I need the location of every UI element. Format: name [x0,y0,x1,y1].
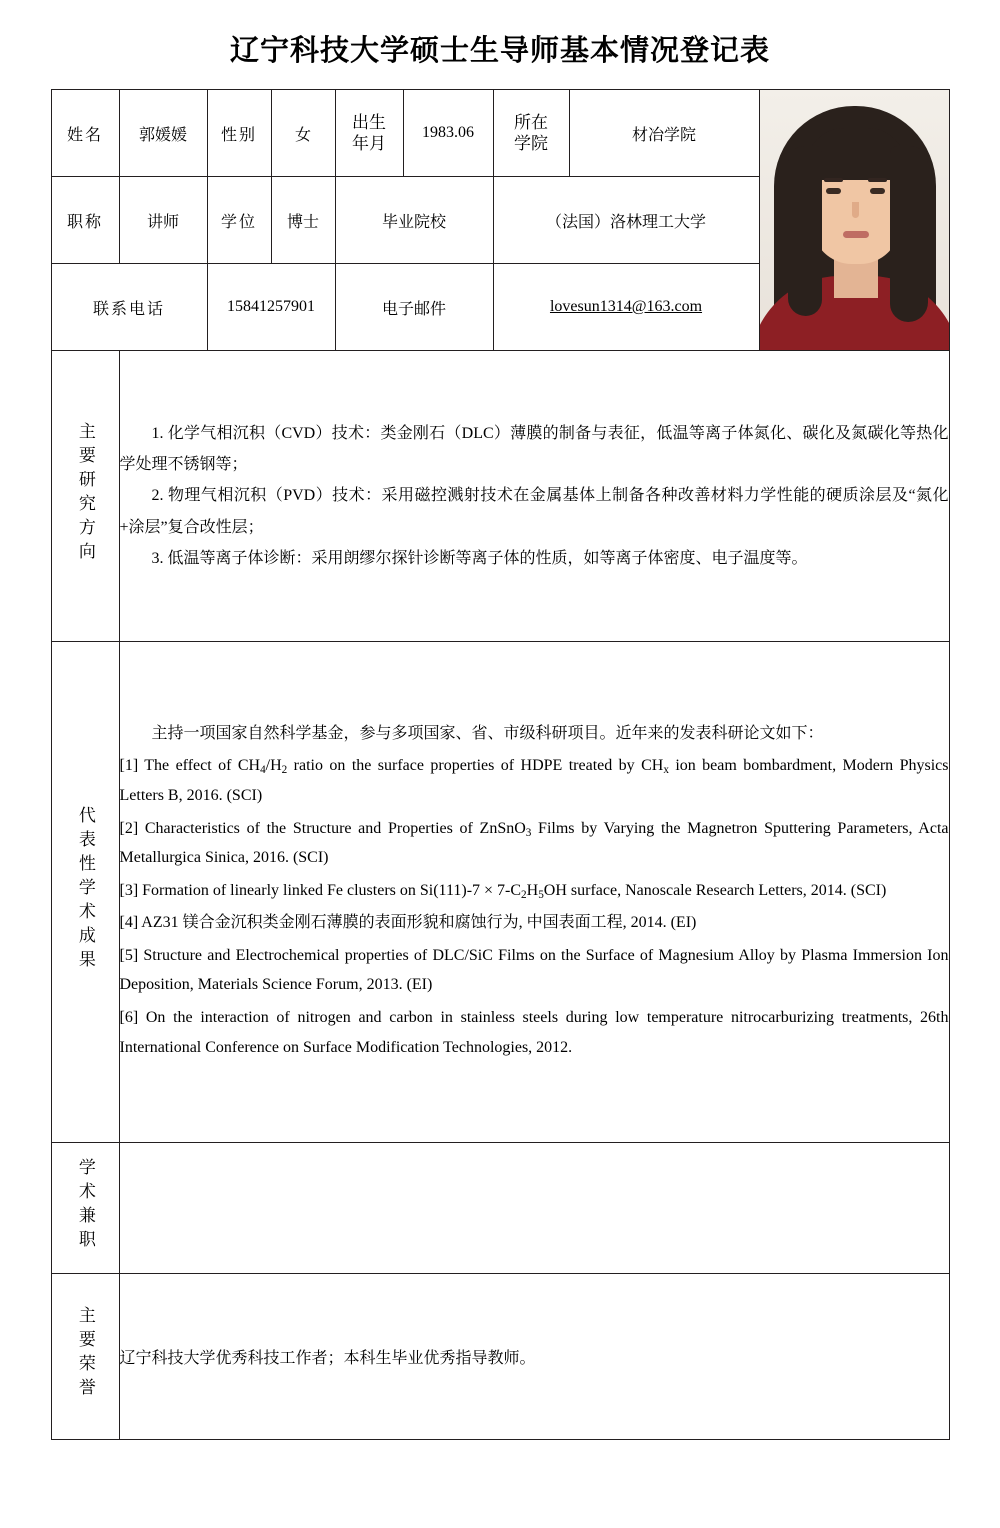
college-label-line1: 所在 [514,112,548,132]
eyebrow-right-shape [868,178,887,182]
publication-item: [4] AZ31 镁合金沉积类金刚石薄膜的表面形貌和腐蚀行为, 中国表面工程, 2014. (EI) [119,914,697,932]
birth-label-line1: 出生 [352,112,386,132]
page-title: 辽宁科技大学硕士生导师基本情况登记表 [229,35,770,67]
hair-right-shape [890,146,928,322]
table-row-academic-positions [51,1143,949,1274]
gender-value: 女 [271,90,335,177]
table-row-honors [51,1274,949,1440]
publication-item: [3] Formation of linearly linked Fe clusters on $Si(111)-7 \times 7-C_2H_5OH$ surface, Nanoscale Research Letters, 2014. (SCI) [119,881,887,901]
gender-label: 性别 [207,90,271,177]
achievements-intro: 主持一项国家自然科学基金，参与多项国家、省、市级科研项目。近年来的发表科研论文如下： [151,724,824,742]
degree-label: 学位 [207,177,271,264]
nose-shape [852,202,859,218]
table-row-basic-1 [51,90,949,177]
registration-form-table [51,89,950,1440]
table-row-research [51,351,949,642]
phone-value: 15841257901 [207,264,335,351]
research-item-1: 1. 化学气相沉积（CVD）技术：类金刚石（DLC）薄膜的制备与表征，低温等离子体氮化、碳化及氮碳化等热化学处理不锈钢等； [119,425,949,474]
publication-item: [6] On the interaction of nitrogen and carbon in stainless steels during low temperature nitrocarburizing treatments, 26th International Conference on Surface Modification Technologies, 2012. [119,1009,949,1056]
honors-label: 主要荣誉 [75,1306,95,1402]
degree-value: 博士 [271,177,335,264]
eye-left-shape [826,188,841,194]
email-value [493,264,759,351]
mouth-shape [843,231,869,238]
achievements-label-cell [51,642,119,1143]
publication-item: [5] Structure and Electrochemical properties of DLC/SiC Films on the Surface of Magnesium Alloy by Plasma Immersion Ion Deposition, Materials Science Forum, 2013. (EI) [119,946,949,994]
achievements-label: 代表性学术成果 [75,805,95,974]
portrait-image [760,90,949,350]
hair-left-shape [788,146,822,316]
title-value: 讲师 [119,177,207,264]
academic-positions-label-cell [51,1143,119,1274]
avatar [760,90,949,350]
graduate-school-label: 毕业院校 [335,177,493,264]
college-label [493,90,569,177]
honors-content: 辽宁科技大学优秀科技工作者；本科生毕业优秀指导教师。 [119,1274,949,1440]
graduate-school-value: （法国）洛林理工大学 [493,177,759,264]
photo-cell [759,90,949,351]
birth-label [335,90,403,177]
research-item-2: 2. 物理气相沉积（PVD）技术：采用磁控溅射技术在金属基体上制备各种改善材料力学性能的硬质涂层及“氮化+涂层”复合改性层； [119,487,949,536]
birth-value: 1983.06 [403,90,493,177]
achievements-content [119,642,949,1143]
eyebrow-left-shape [824,178,843,182]
college-label-line2: 学院 [514,134,548,153]
name-label: 姓名 [51,90,119,177]
academic-positions-content [119,1143,949,1274]
publication-item: [2] Characteristics of the Structure and Properties of ZnSnO$_3$ Films by Varying the Magnetron Sputtering Parameters, Acta Metallurgica Sinica, 2016. (SCI) [119,819,949,867]
research-label-cell [51,351,119,642]
publication-item: [1] The effect of $CH_4/H_2$ ratio on the surface properties of HDPE treated by $CH_x$ ion beam bombardment, Modern Physics Letters B, 2016. (SCI) [119,757,949,804]
college-value: 材冶学院 [569,90,759,177]
research-content [119,351,949,642]
title-label: 职称 [51,177,119,264]
eye-right-shape [870,188,885,194]
phone-label: 联系电话 [51,264,207,351]
name-value: 郭媛媛 [119,90,207,177]
research-item-3: 3. 低温等离子体诊断：采用朗缪尔探针诊断等离子体的性质，如等离子体密度、电子温度等。 [151,549,808,567]
birth-label-line2: 年月 [352,134,386,153]
email-label: 电子邮件 [335,264,493,351]
table-row-achievements [51,642,949,1143]
document-page [0,28,1000,1528]
academic-positions-label: 学术兼职 [75,1157,95,1254]
research-label: 主要研究方向 [75,421,95,566]
email-link[interactable]: lovesun1314@163.com [549,298,703,315]
honors-label-cell [51,1274,119,1440]
